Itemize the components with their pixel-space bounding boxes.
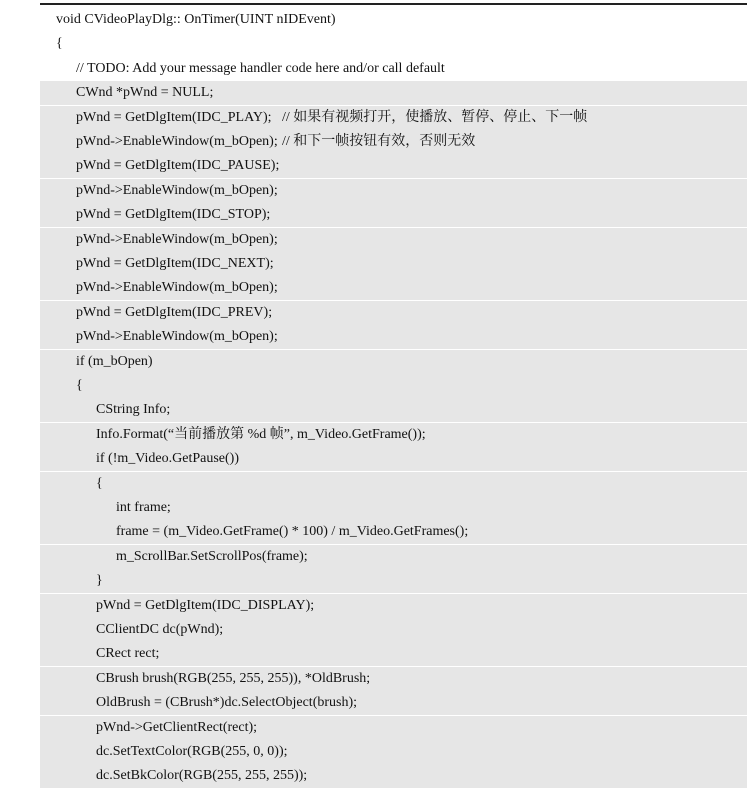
- code-text: pWnd->EnableWindow(m_bOpen);: [76, 231, 278, 247]
- code-text: pWnd->EnableWindow(m_bOpen);: [76, 329, 278, 345]
- code-text: CString Info;: [96, 402, 171, 418]
- code-text: CBrush brush(RGB(255, 255, 255)), *OldBrush;: [96, 670, 371, 686]
- code-line: [40, 691, 747, 715]
- code-text: void CVideoPlayDlg:: OnTimer(UINT nIDEvent): [56, 12, 336, 27]
- code-line: [40, 496, 747, 520]
- code-line: [40, 154, 747, 178]
- code-line: [40, 423, 747, 447]
- code-line: [40, 447, 747, 471]
- code-text: pWnd = GetDlgItem(IDC_STOP);: [76, 207, 271, 223]
- code-text: pWnd = GetDlgItem(IDC_PLAY);: [76, 109, 272, 125]
- code-comment: // 和下一帧按钮有效，否则无效: [282, 134, 476, 149]
- code-text: int frame;: [116, 500, 171, 515]
- code-line: [40, 350, 747, 374]
- code-line: [40, 594, 747, 618]
- code-line: [40, 642, 747, 666]
- code-line: [40, 32, 747, 56]
- code-text: pWnd->EnableWindow(m_bOpen);: [76, 280, 278, 296]
- code-text: pWnd = GetDlgItem(IDC_PREV);: [76, 304, 273, 320]
- code-text: CRect rect;: [96, 646, 160, 662]
- code-text: {: [56, 36, 63, 52]
- code-line: [40, 545, 747, 569]
- code-text: if (!m_Video.GetPause()): [96, 451, 240, 467]
- code-text: pWnd->EnableWindow(m_bOpen);: [76, 134, 278, 149]
- code-line: [40, 325, 747, 349]
- code-line: [40, 179, 747, 203]
- code-text: pWnd->GetClientRect(rect);: [96, 719, 258, 735]
- code-line: [40, 130, 747, 154]
- code-text: frame = (m_Video.GetFrame() * 100) / m_Video.GetFrames();: [116, 524, 469, 540]
- code-text: pWnd->EnableWindow(m_bOpen);: [76, 182, 278, 198]
- code-line: [40, 667, 747, 691]
- code-line: [40, 228, 747, 252]
- code-line: [40, 81, 747, 105]
- code-text: CClientDC dc(pWnd);: [96, 622, 224, 637]
- code-text: OldBrush = (CBrush*)dc.SelectObject(brush);: [96, 695, 358, 711]
- code-line: [40, 716, 747, 740]
- code-line: [40, 618, 747, 642]
- code-line: [40, 374, 747, 398]
- code-line: [40, 472, 747, 496]
- code-text: dc.SetTextColor(RGB(255, 0, 0));: [96, 744, 288, 759]
- code-text: {: [96, 475, 103, 491]
- code-text: dc.SetBkColor(RGB(255, 255, 255));: [96, 768, 308, 784]
- code-text: {: [76, 378, 83, 393]
- code-text: }: [96, 573, 103, 589]
- code-line: [40, 57, 747, 81]
- code-line: [40, 8, 747, 32]
- code-text: pWnd = GetDlgItem(IDC_NEXT);: [76, 256, 274, 271]
- code-line: [40, 106, 747, 130]
- code-line: [40, 276, 747, 300]
- code-line: [40, 764, 747, 788]
- code-line: [40, 398, 747, 422]
- code-line: [40, 203, 747, 227]
- code-line: [40, 520, 747, 544]
- code-text: m_ScrollBar.SetScrollPos(frame);: [116, 548, 308, 564]
- code-text: // TODO: Add your message handler code here and/or call default: [76, 60, 445, 76]
- code-line: [40, 301, 747, 325]
- code-line: [40, 569, 747, 593]
- code-text: CWnd *pWnd = NULL;: [76, 85, 214, 101]
- code-text: Info.Format(“当前播放第 %d 帧”, m_Video.GetFrame());: [96, 426, 426, 442]
- code-line: [40, 740, 747, 764]
- code-line: [40, 252, 747, 276]
- code-text: pWnd = GetDlgItem(IDC_PAUSE);: [76, 158, 280, 174]
- code-comment: // 如果有视频打开，使播放、暂停、停止、下一帧: [282, 109, 588, 125]
- code-text: if (m_bOpen): [76, 353, 153, 369]
- code-text: pWnd = GetDlgItem(IDC_DISPLAY);: [96, 597, 315, 613]
